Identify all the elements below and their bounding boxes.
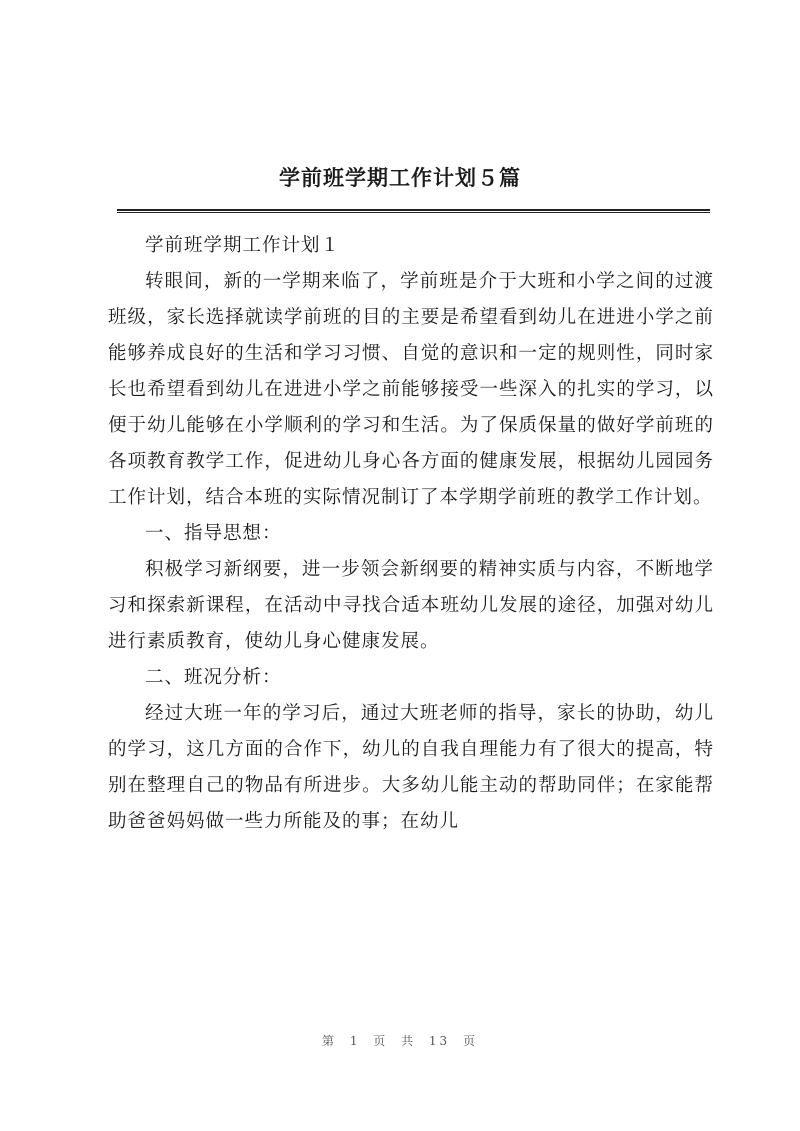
class-analysis-paragraph: 经过大班一年的学习后，通过大班老师的指导，家长的协助，幼儿的学习，这几方面的合作下，幼儿的自我自理能力有了很大的提高，特别在整理自己的物品有所进步。大多幼儿能主动的帮助同伴；在家能帮助爸爸妈妈做一些力所能及的事；在幼儿: [108, 703, 714, 832]
intro-paragraph: 转眼间，新的一学期来临了，学前班是介于大班和小学之间的过渡班级，家长选择就读学前班的目的主要是希望看到幼儿在进进小学之前能够养成良好的生活和学习习惯、自觉的意识和一定的规则性，同时家长也希望看到幼儿在进进小学之前能够接受一些深入的扎实的学习，以便于幼儿能够在小学顺利的学习和生活。为了保质保量的做好学前班的各项教育教学工作，促进幼儿身心各方面的健康发展，根据幼儿园园务工作计划，结合本班的实际情况制订了本学期学前班的教学工作计划。: [108, 271, 714, 508]
section-heading-class-analysis: 二、班况分析：: [145, 667, 282, 688]
section-heading-plan-1: 学前班学期工作计划１: [145, 235, 341, 256]
section-heading-guiding-thought: 一、指导思想：: [145, 523, 282, 544]
guiding-thought-paragraph: 积极学习新纲要，进一步领会新纲要的精神实质与内容，不断地学习和探索新课程，在活动中寻找合适本班幼儿发展的途径，加强对幼儿进行素质教育，使幼儿身心健康发展。: [108, 559, 714, 652]
document-title: 学前班学期工作计划５篇: [279, 165, 521, 190]
title-divider: [117, 209, 710, 213]
page-footer: 第 1 页 共 13 页: [322, 1034, 478, 1048]
document-body: [108, 228, 714, 840]
